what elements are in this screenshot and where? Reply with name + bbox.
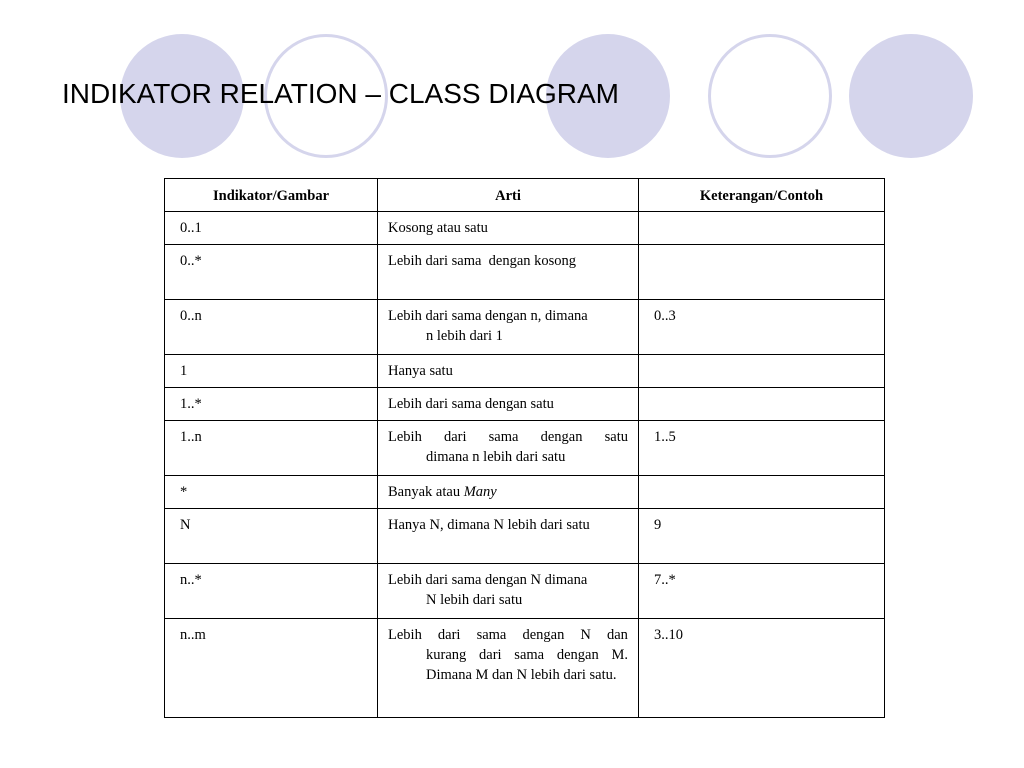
arti-text-cont: kurang dari sama dengan M. Dimana M dan N lebih dari satu. xyxy=(426,647,628,683)
cell-contoh: 7..* xyxy=(639,564,885,619)
cell-contoh xyxy=(639,245,885,300)
arti-word: sama xyxy=(488,429,519,445)
cell-contoh: 0..3 xyxy=(639,300,885,355)
arti-word: Lebih xyxy=(388,627,422,643)
table-row xyxy=(165,564,885,619)
arti-word: dari xyxy=(443,429,467,445)
cell-contoh xyxy=(639,476,885,509)
cell-indikator: n..* xyxy=(165,564,378,619)
cell-indikator: 0..* xyxy=(165,245,378,300)
arti-word: dan xyxy=(607,627,628,643)
table-row xyxy=(165,619,885,718)
arti-text xyxy=(388,427,628,447)
cell-indikator: 0..n xyxy=(165,300,378,355)
arti-word: satu xyxy=(604,429,628,445)
cell-arti xyxy=(378,245,639,300)
cell-contoh: 9 xyxy=(639,509,885,564)
table-row xyxy=(165,476,885,509)
cell-contoh xyxy=(639,388,885,421)
arti-word: dengan xyxy=(540,429,583,445)
header-arti: Arti xyxy=(378,179,639,212)
cell-arti xyxy=(378,212,639,245)
cell-contoh: 1..5 xyxy=(639,421,885,476)
cell-arti xyxy=(378,476,639,509)
cell-indikator: 1..* xyxy=(165,388,378,421)
arti-text: Hanya N, dimana N lebih dari satu xyxy=(388,517,590,533)
arti-italic: Many xyxy=(463,484,497,500)
table-row xyxy=(165,300,885,355)
arti-word: Lebih xyxy=(388,429,422,445)
decor-circle-5 xyxy=(849,34,973,158)
cell-arti xyxy=(378,388,639,421)
arti-text: Lebih dari sama dengan satu xyxy=(388,396,554,412)
arti-word: dengan xyxy=(522,627,565,643)
cell-contoh: 3..10 xyxy=(639,619,885,718)
cell-arti xyxy=(378,421,639,476)
table-row xyxy=(165,245,885,300)
cell-indikator: 1 xyxy=(165,355,378,388)
arti-word: sama xyxy=(476,627,507,643)
table-row xyxy=(165,212,885,245)
cell-arti xyxy=(378,509,639,564)
cell-arti xyxy=(378,300,639,355)
arti-text: Banyak atau xyxy=(388,484,461,500)
arti-text: Lebih dari sama dengan n, dimana xyxy=(388,308,588,324)
indikator-table xyxy=(164,178,885,718)
table-row xyxy=(165,509,885,564)
cell-indikator: 1..n xyxy=(165,421,378,476)
cell-indikator: 0..1 xyxy=(165,212,378,245)
cell-indikator: * xyxy=(165,476,378,509)
cell-indikator: N xyxy=(165,509,378,564)
arti-word: dari xyxy=(437,627,461,643)
arti-text: Lebih dari sama dengan N dimana xyxy=(388,572,588,588)
arti-text-cont: n lebih dari 1 xyxy=(426,328,503,344)
arti-text: Hanya satu xyxy=(388,363,453,379)
table-row xyxy=(165,421,885,476)
arti-text xyxy=(388,625,628,645)
table-row xyxy=(165,355,885,388)
arti-word: N xyxy=(580,627,591,643)
cell-indikator: n..m xyxy=(165,619,378,718)
arti-text: Lebih dari sama dengan kosong xyxy=(388,253,577,269)
cell-contoh xyxy=(639,212,885,245)
header-keterangan: Keterangan/Contoh xyxy=(639,179,885,212)
cell-arti xyxy=(378,619,639,718)
table-header-row xyxy=(165,179,885,212)
cell-arti xyxy=(378,355,639,388)
arti-text: Kosong atau satu xyxy=(388,220,488,236)
arti-text-cont: dimana n lebih dari satu xyxy=(426,449,566,465)
cell-arti xyxy=(378,564,639,619)
table-row xyxy=(165,388,885,421)
decor-circle-4 xyxy=(708,34,832,158)
slide-title: INDIKATOR RELATION – CLASS DIAGRAM xyxy=(62,78,620,109)
arti-text-cont: N lebih dari satu xyxy=(426,592,523,608)
cell-contoh xyxy=(639,355,885,388)
header-indikator: Indikator/Gambar xyxy=(165,179,378,212)
